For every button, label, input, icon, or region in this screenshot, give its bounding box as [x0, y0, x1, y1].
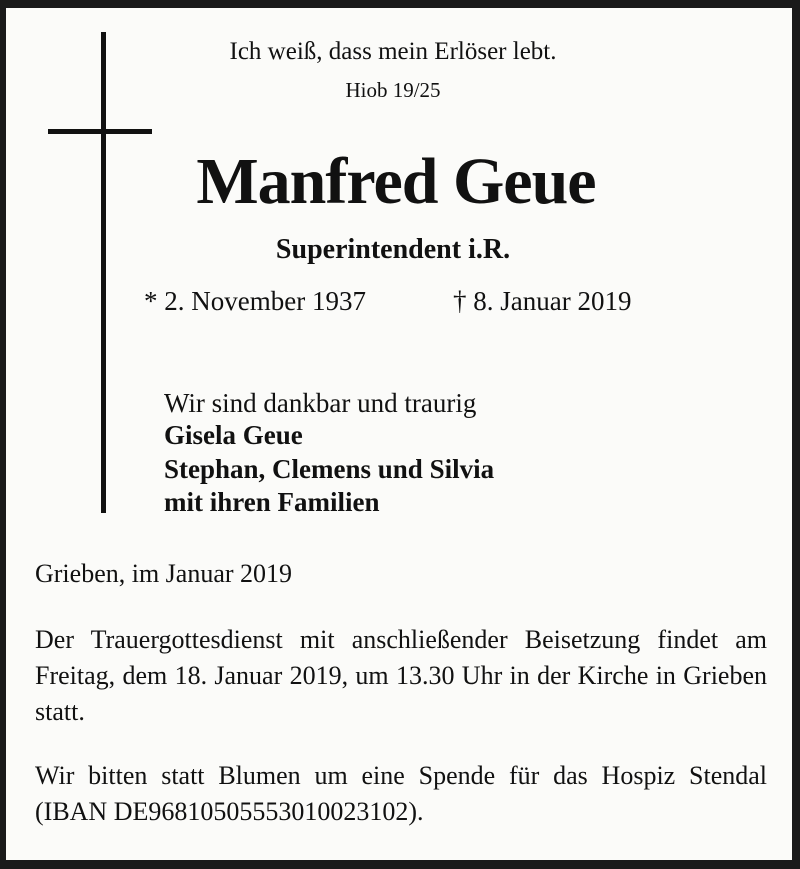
donation-notice: Wir bitten statt Blumen um eine Spende für das Hospiz Stendal (IBAN DE96810505553010023102).	[35, 761, 767, 826]
deceased-name: Manfred Geue	[196, 145, 596, 218]
mourner-line-2: Stephan, Clemens und Silvia	[164, 454, 495, 484]
birth-date: * 2. November 1937	[144, 286, 366, 316]
place-date: Grieben, im Januar 2019	[35, 559, 293, 588]
cross-vertical-bar	[101, 32, 106, 513]
deceased-title: Superintendent i.R.	[275, 234, 511, 265]
bible-verse: Ich weiß, dass mein Erlöser lebt.	[229, 38, 557, 65]
bible-verse-reference: Hiob 19/25	[345, 78, 441, 102]
obituary-notice	[6, 8, 792, 860]
mourner-line-1: Gisela Geue	[164, 420, 303, 450]
death-date: † 8. Januar 2019	[453, 286, 632, 316]
mourners-intro: Wir sind dankbar und traurig	[164, 388, 477, 418]
service-notice: Der Trauergottesdienst mit anschließender Beisetzung findet am Freitag, dem 18. Januar 2019, um 13.30 Uhr in der Kirche in Grieben statt.	[35, 625, 767, 726]
cross-horizontal-bar	[48, 129, 152, 134]
mourner-line-3: mit ihren Familien	[164, 487, 380, 517]
